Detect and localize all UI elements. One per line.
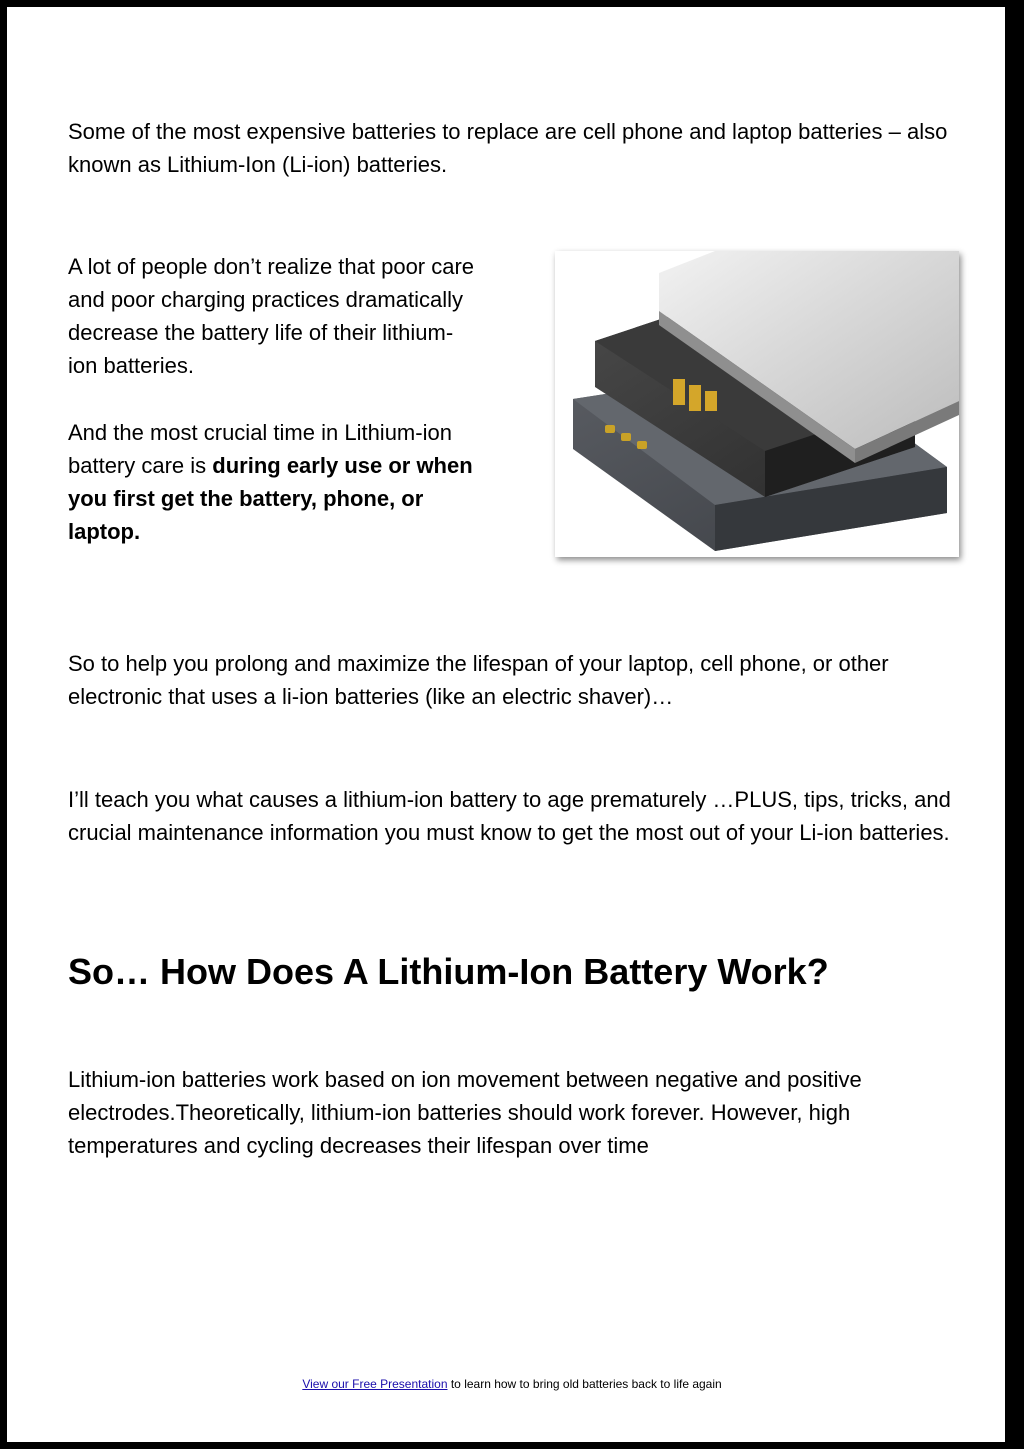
intro-paragraph: Some of the most expensive batteries to replace are cell phone and laptop batteries – also known as Lithium-Ion (Li-ion) batteries. (68, 119, 948, 177)
footer (0, 1376, 1024, 1392)
battery-photo (555, 251, 959, 557)
prolong-paragraph: So to help you prolong and maximize the lifespan of your laptop, cell phone, or other electronic that uses a li-ion batteries (like an electric shaver)… (68, 651, 889, 709)
crucial-lead-text: And the most crucial time in Lithium-ion battery care is (68, 420, 452, 478)
crucial-bold-text: during early use or when you first get the battery, phone, or laptop. (68, 453, 473, 544)
poor-care-paragraph: A lot of people don’t realize that poor care and poor charging practices dramatically decrease the battery life of their lithium-ion batteries. (68, 254, 475, 378)
footer-text: to learn how to bring old batteries back to life again (447, 1377, 722, 1391)
section-heading: So… How Does A Lithium-Ion Battery Work? (68, 951, 829, 992)
crucial-time-paragraph (68, 416, 478, 548)
how-it-works-paragraph: Lithium-ion batteries work based on ion movement between negative and positive electrodes.Theoretically, lithium-ion batteries should work forever. However, high temperatures and cycling decreases their lifespan over time (68, 1067, 862, 1158)
teach-paragraph: I’ll teach you what causes a lithium-ion battery to age prematurely …PLUS, tips, tricks, and crucial maintenance information you must know to get the most out of your Li-ion batteries. (68, 787, 951, 845)
free-presentation-link[interactable]: View our Free Presentation (302, 1377, 448, 1391)
